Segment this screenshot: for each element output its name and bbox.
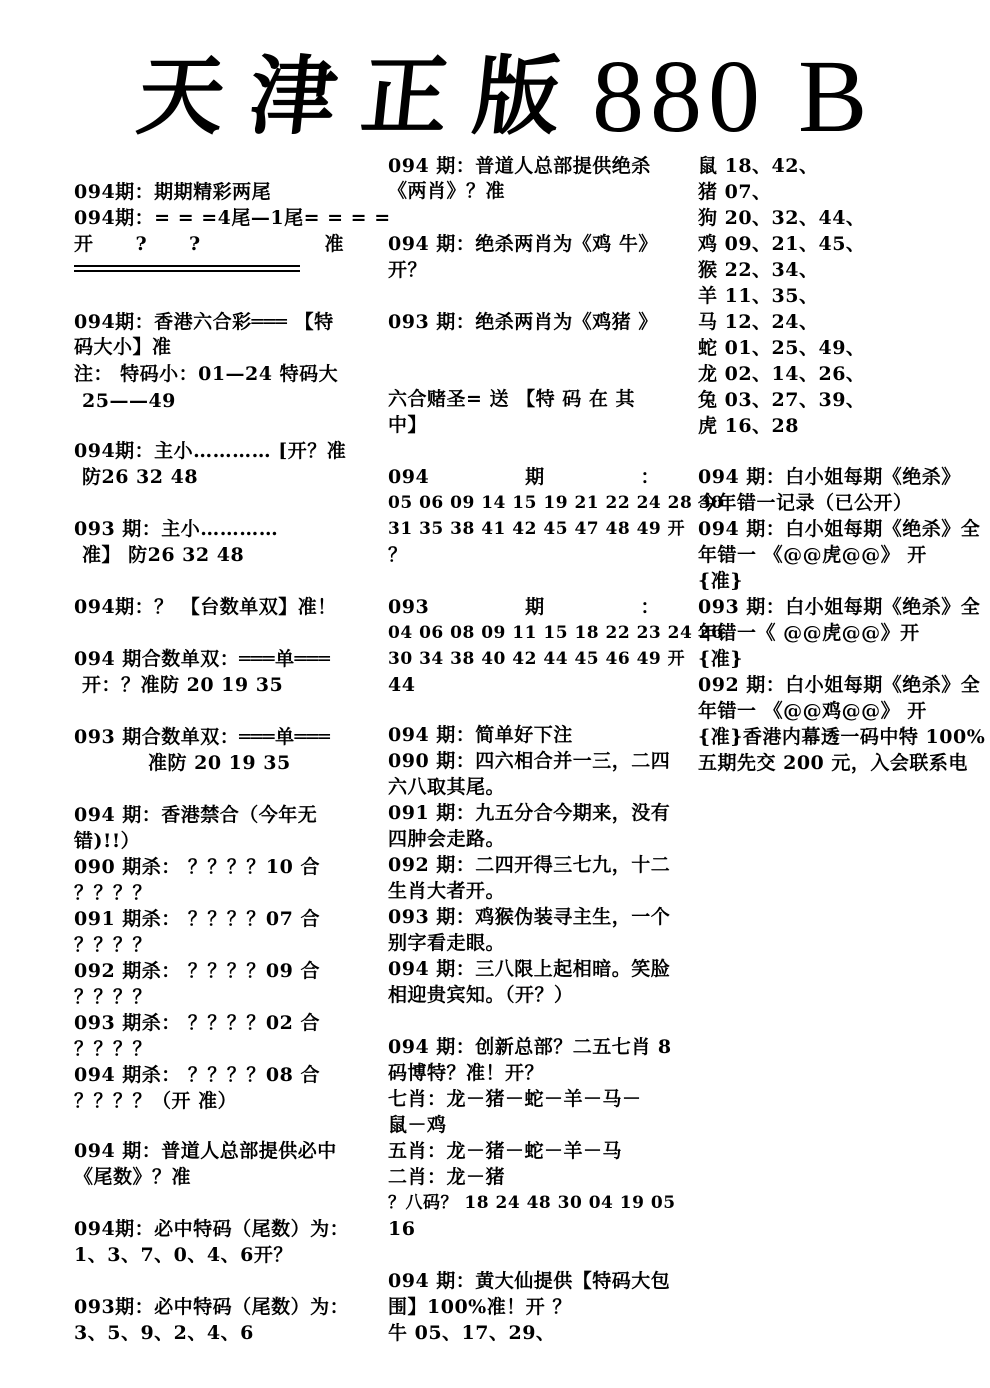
text-line: 年错一《 @@虎@@》开	[698, 622, 920, 644]
text-line: 094期：香港六合彩═══ 【特	[74, 311, 334, 333]
text-line: 094期：期期精彩两尾	[74, 181, 272, 203]
text-line: 别字看走眼。	[388, 932, 506, 954]
text-line: 码大小】准	[74, 336, 172, 358]
text-line: 生肖大者开。	[388, 880, 506, 902]
text-line: 092 期：白小姐每期《绝杀》全	[698, 674, 981, 696]
text-line: ？？？？	[74, 882, 153, 904]
text-line: {准}	[698, 648, 743, 670]
text-line: ？？？？	[74, 934, 153, 956]
text-line: 六合赌圣= 送 【特 码 在 其	[388, 388, 635, 410]
text-line-spread	[388, 594, 660, 620]
text-line: 鼠－鸡	[388, 1114, 447, 1136]
text-line: 《两肖》？准	[388, 180, 506, 202]
text-line: 094 期：白小姐每期《绝杀》全	[698, 518, 981, 540]
text-line: 3、5、9、2、4、6	[74, 1322, 254, 1344]
text-line: 094 期：黄大仙提供【特码大包	[388, 1270, 671, 1292]
text-line: 25——49	[82, 390, 176, 412]
text-line: 年错一 《@@虎@@》 开	[698, 544, 927, 566]
zodiac-line: 鸡 09、21、45、	[698, 233, 866, 255]
text-line: 094 期：绝杀两肖为《鸡 牛》	[388, 233, 658, 255]
text-line: 090 期杀： ？？？？10 合	[74, 856, 320, 878]
text-line: 094 期：普道人总部提供绝杀	[388, 155, 651, 177]
text-line: 二肖：龙－猪	[388, 1166, 506, 1188]
zodiac-line: 羊 11、35、	[698, 285, 819, 307]
text-cell: 期	[525, 596, 545, 618]
text-line: 094 期杀： ？？？？08 合	[74, 1064, 320, 1086]
text-line: 094期：= = =4尾—1尾= = = =	[74, 207, 391, 229]
text-line: 05 06 09 14 15 19 21 22 24 28 30	[388, 493, 724, 513]
text-line: 牛 05、17、29、	[388, 1322, 556, 1344]
text-line: 准防 20 19 35	[148, 752, 291, 774]
text-line: 094 期：三八限上起相暗。笑脸	[388, 958, 671, 980]
text-cell: 开	[74, 233, 94, 255]
text-line: 094期：必中特码（尾数）为：	[74, 1218, 350, 1240]
text-line: ？？？？	[74, 986, 153, 1008]
text-line: ？	[388, 544, 408, 566]
text-line: 44	[388, 674, 416, 696]
text-cell: 094	[388, 466, 430, 488]
text-line: ？？？？（开 准）	[74, 1090, 238, 1112]
text-line: 今年错一记录（已公开）	[698, 492, 913, 514]
text-cell: 093	[388, 596, 430, 618]
text-line: 093期：必中特码（尾数）为：	[74, 1296, 350, 1318]
text-line: 相迎贵宾知。（开？）	[388, 984, 574, 1006]
text-line: 094 期合数单双：═══单═══	[74, 648, 331, 670]
text-cell: ?	[189, 233, 201, 255]
zodiac-line: 虎 16、28	[698, 415, 799, 437]
text-line: 093 期：绝杀两肖为《鸡猪 》	[388, 311, 658, 333]
text-line: 093 期：主小…………	[74, 518, 279, 540]
zodiac-line: 猪 07、	[698, 181, 772, 203]
text-line: 092 期：二四开得三七九，十二	[388, 854, 671, 876]
page-title	[0, 39, 990, 154]
double-rule	[74, 265, 300, 272]
text-line: 093 期：鸡猴伪装寻主生，一个	[388, 906, 671, 928]
text-line: 中】	[388, 414, 428, 436]
text-line: 093 期：白小姐每期《绝杀》全	[698, 596, 981, 618]
text-line: 092 期杀： ？？？？09 合	[74, 960, 320, 982]
title-code: 880 B	[592, 39, 874, 154]
text-line: 094 期：简单好下注	[388, 724, 573, 746]
text-line: 094 期：香港禁合（今年无	[74, 804, 318, 826]
text-line: 准】 防26 32 48	[82, 544, 245, 566]
text-line: 094 期：普道人总部提供必中	[74, 1140, 337, 1162]
text-line: 错)!!）	[74, 830, 141, 852]
text-line: 094期：主小………… [开？准	[74, 440, 347, 462]
text-line: ？？？？	[74, 1038, 153, 1060]
text-line: 16	[388, 1218, 416, 1240]
zodiac-line: 猴 22、34、	[698, 259, 819, 281]
text-line: 090 期：四六相合并一三，二四	[388, 750, 671, 772]
text-line: 《尾数》？准	[74, 1166, 192, 1188]
text-cell: 期	[525, 466, 545, 488]
text-line: 防26 32 48	[82, 466, 199, 488]
text-line: 093 期杀： ？？？？02 合	[74, 1012, 320, 1034]
zodiac-line: 蛇 01、25、49、	[698, 337, 866, 359]
text-line: 31 35 38 41 42 45 47 48 49 开	[388, 519, 686, 539]
text-cell: ：	[640, 466, 660, 488]
text-line: {准}香港内幕透一码中特 100%	[698, 726, 986, 748]
text-line: 04 06 08 09 11 15 18 22 23 24 26	[388, 623, 724, 643]
zodiac-line: 鼠 18、42、	[698, 155, 819, 177]
text-line: 开：？准防 20 19 35	[82, 674, 284, 696]
zodiac-line: 兔 03、27、39、	[698, 389, 866, 411]
text-line: ？八码？ 18 24 48 30 04 19 05	[388, 1193, 676, 1213]
text-line: 093 期合数单双：═══单═══	[74, 726, 331, 748]
text-cell: ?	[135, 233, 148, 255]
text-line: 开？	[388, 259, 428, 281]
text-line: 注： 特码小：01—24 特码大	[74, 363, 339, 385]
text-line: 091 期杀： ？？？？07 合	[74, 908, 320, 930]
text-line: 码博特？准！开？	[388, 1062, 545, 1084]
zodiac-line: 狗 20、32、44、	[698, 207, 866, 229]
text-line: 年错一 《@@鸡@@》 开	[698, 700, 927, 722]
text-line: 五期先交 200 元，入会联系电	[698, 752, 968, 774]
text-line: 30 34 38 40 42 44 45 46 49 开	[388, 649, 686, 669]
text-cell: 准	[324, 233, 344, 255]
text-line: 围】100%准！开 ？	[388, 1296, 572, 1318]
text-line: 四肿会走路。	[388, 828, 506, 850]
text-line-spread	[388, 464, 660, 490]
text-line-spread	[74, 231, 344, 257]
zodiac-line: 马 12、24、	[698, 311, 819, 333]
text-cell: ：	[640, 596, 660, 618]
text-line: 091 期：九五分合今期来，没有	[388, 802, 671, 824]
text-line: 七肖：龙－猪－蛇－羊－马－	[388, 1088, 642, 1110]
text-line: 094 期：创新总部？二五七肖 8	[388, 1036, 672, 1058]
zodiac-line: 龙 02、14、26、	[698, 363, 866, 385]
text-line: {准}	[698, 570, 743, 592]
text-line: 六八取其尾。	[388, 776, 506, 798]
text-line: 094 期：白小姐每期《绝杀》	[698, 466, 961, 488]
text-line: 094期：？ 【台数单双】准！	[74, 596, 337, 618]
text-line: 1、3、7、0、4、6开？	[74, 1244, 293, 1266]
title-chinese: 天津正版	[132, 46, 592, 147]
text-line: 五肖：龙－猪－蛇－羊－马	[388, 1140, 623, 1162]
